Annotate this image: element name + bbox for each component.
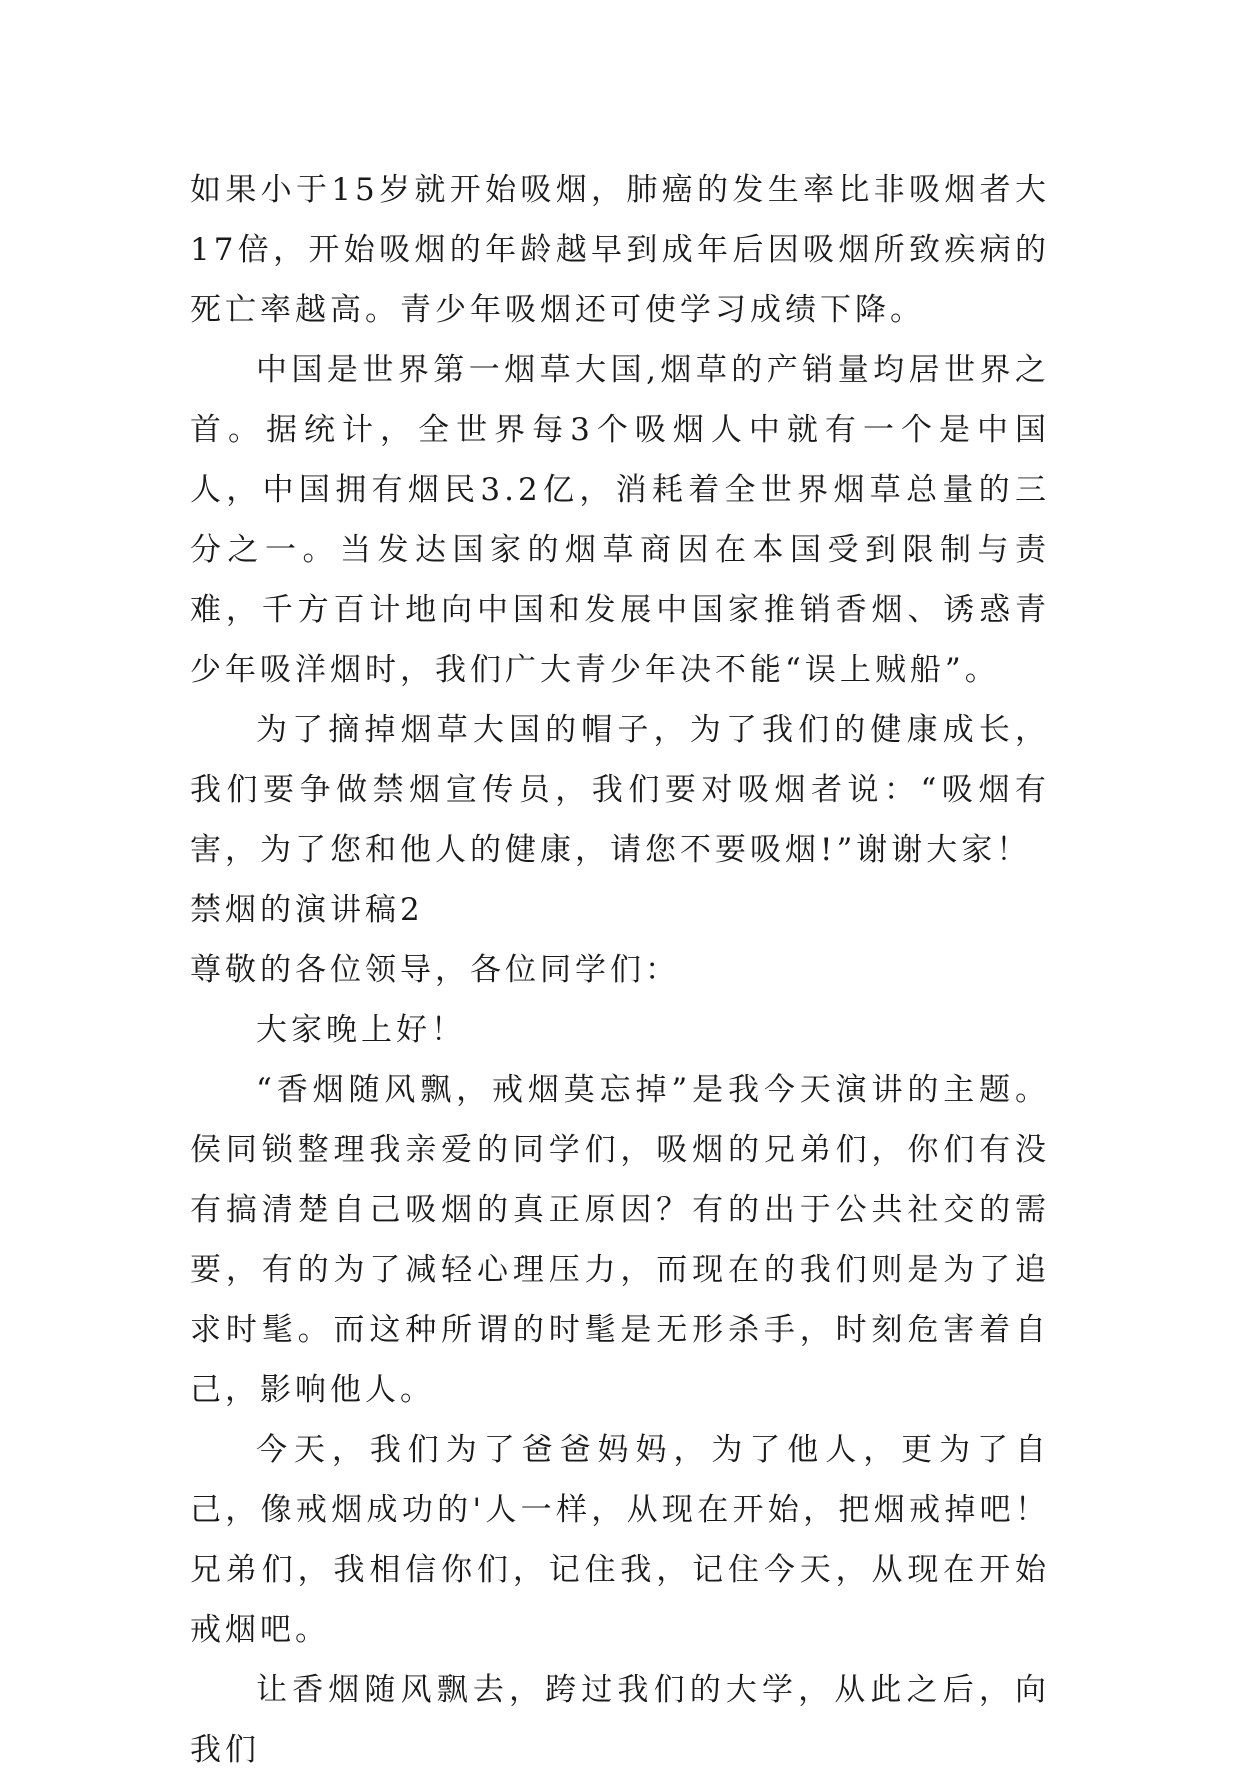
paragraph-tobacco-country: 中国是世界第一烟草大国,烟草的产销量均居世界之首。据统计，全世界每3个吸烟人中就有一个是中国人，中国拥有烟民3.2亿，消耗着全世界烟草总量的三分之一。当发达国家的烟草商因在本国受到限制与责难，千方百计地向中国和发展中国家推销香烟、诱惑青少年吸洋烟时，我们广大青少年决不能“误上贼船”。	[190, 352, 1050, 688]
salutation: 尊敬的各位领导，各位同学们：	[190, 952, 680, 988]
document-body	[190, 160, 1050, 1780]
paragraph-quit-now: 今天，我们为了爸爸妈妈，为了他人，更为了自己，像戒烟成功的'人一样，从现在开始，把烟戒掉吧！兄弟们，我相信你们，记住我，记住今天，从现在开始戒烟吧。	[190, 1432, 1050, 1648]
paragraph-health-promise: 为了摘掉烟草大国的帽子，为了我们的健康成长，我们要争做禁烟宣传员，我们要对吸烟者说：“吸烟有害，为了您和他人的健康，请您不要吸烟!”谢谢大家！	[190, 712, 1050, 868]
paragraph-lung-cancer: 如果小于15岁就开始吸烟，肺癌的发生率比非吸烟者大17倍，开始吸烟的年龄越早到成年后因吸烟所致疾病的死亡率越高。青少年吸烟还可使学习成绩下降。	[190, 172, 1050, 328]
paragraph-speech-theme: “香烟随风飘，戒烟莫忘掉”是我今天演讲的主题。侯同锁整理我亲爱的同学们，吸烟的兄弟们，你们有没有搞清楚自己吸烟的真正原因？有的出于公共社交的需要，有的为了减轻心理压力，而现在的我们则是为了追求时髦。而这种所谓的时髦是无形杀手，时刻危害着自己，影响他人。	[190, 1072, 1050, 1408]
section-title: 禁烟的演讲稿2	[190, 892, 424, 928]
greeting: 大家晚上好！	[256, 1012, 466, 1048]
paragraph-closing: 让香烟随风飘去，跨过我们的大学，从此之后，向我们	[190, 1672, 1050, 1768]
